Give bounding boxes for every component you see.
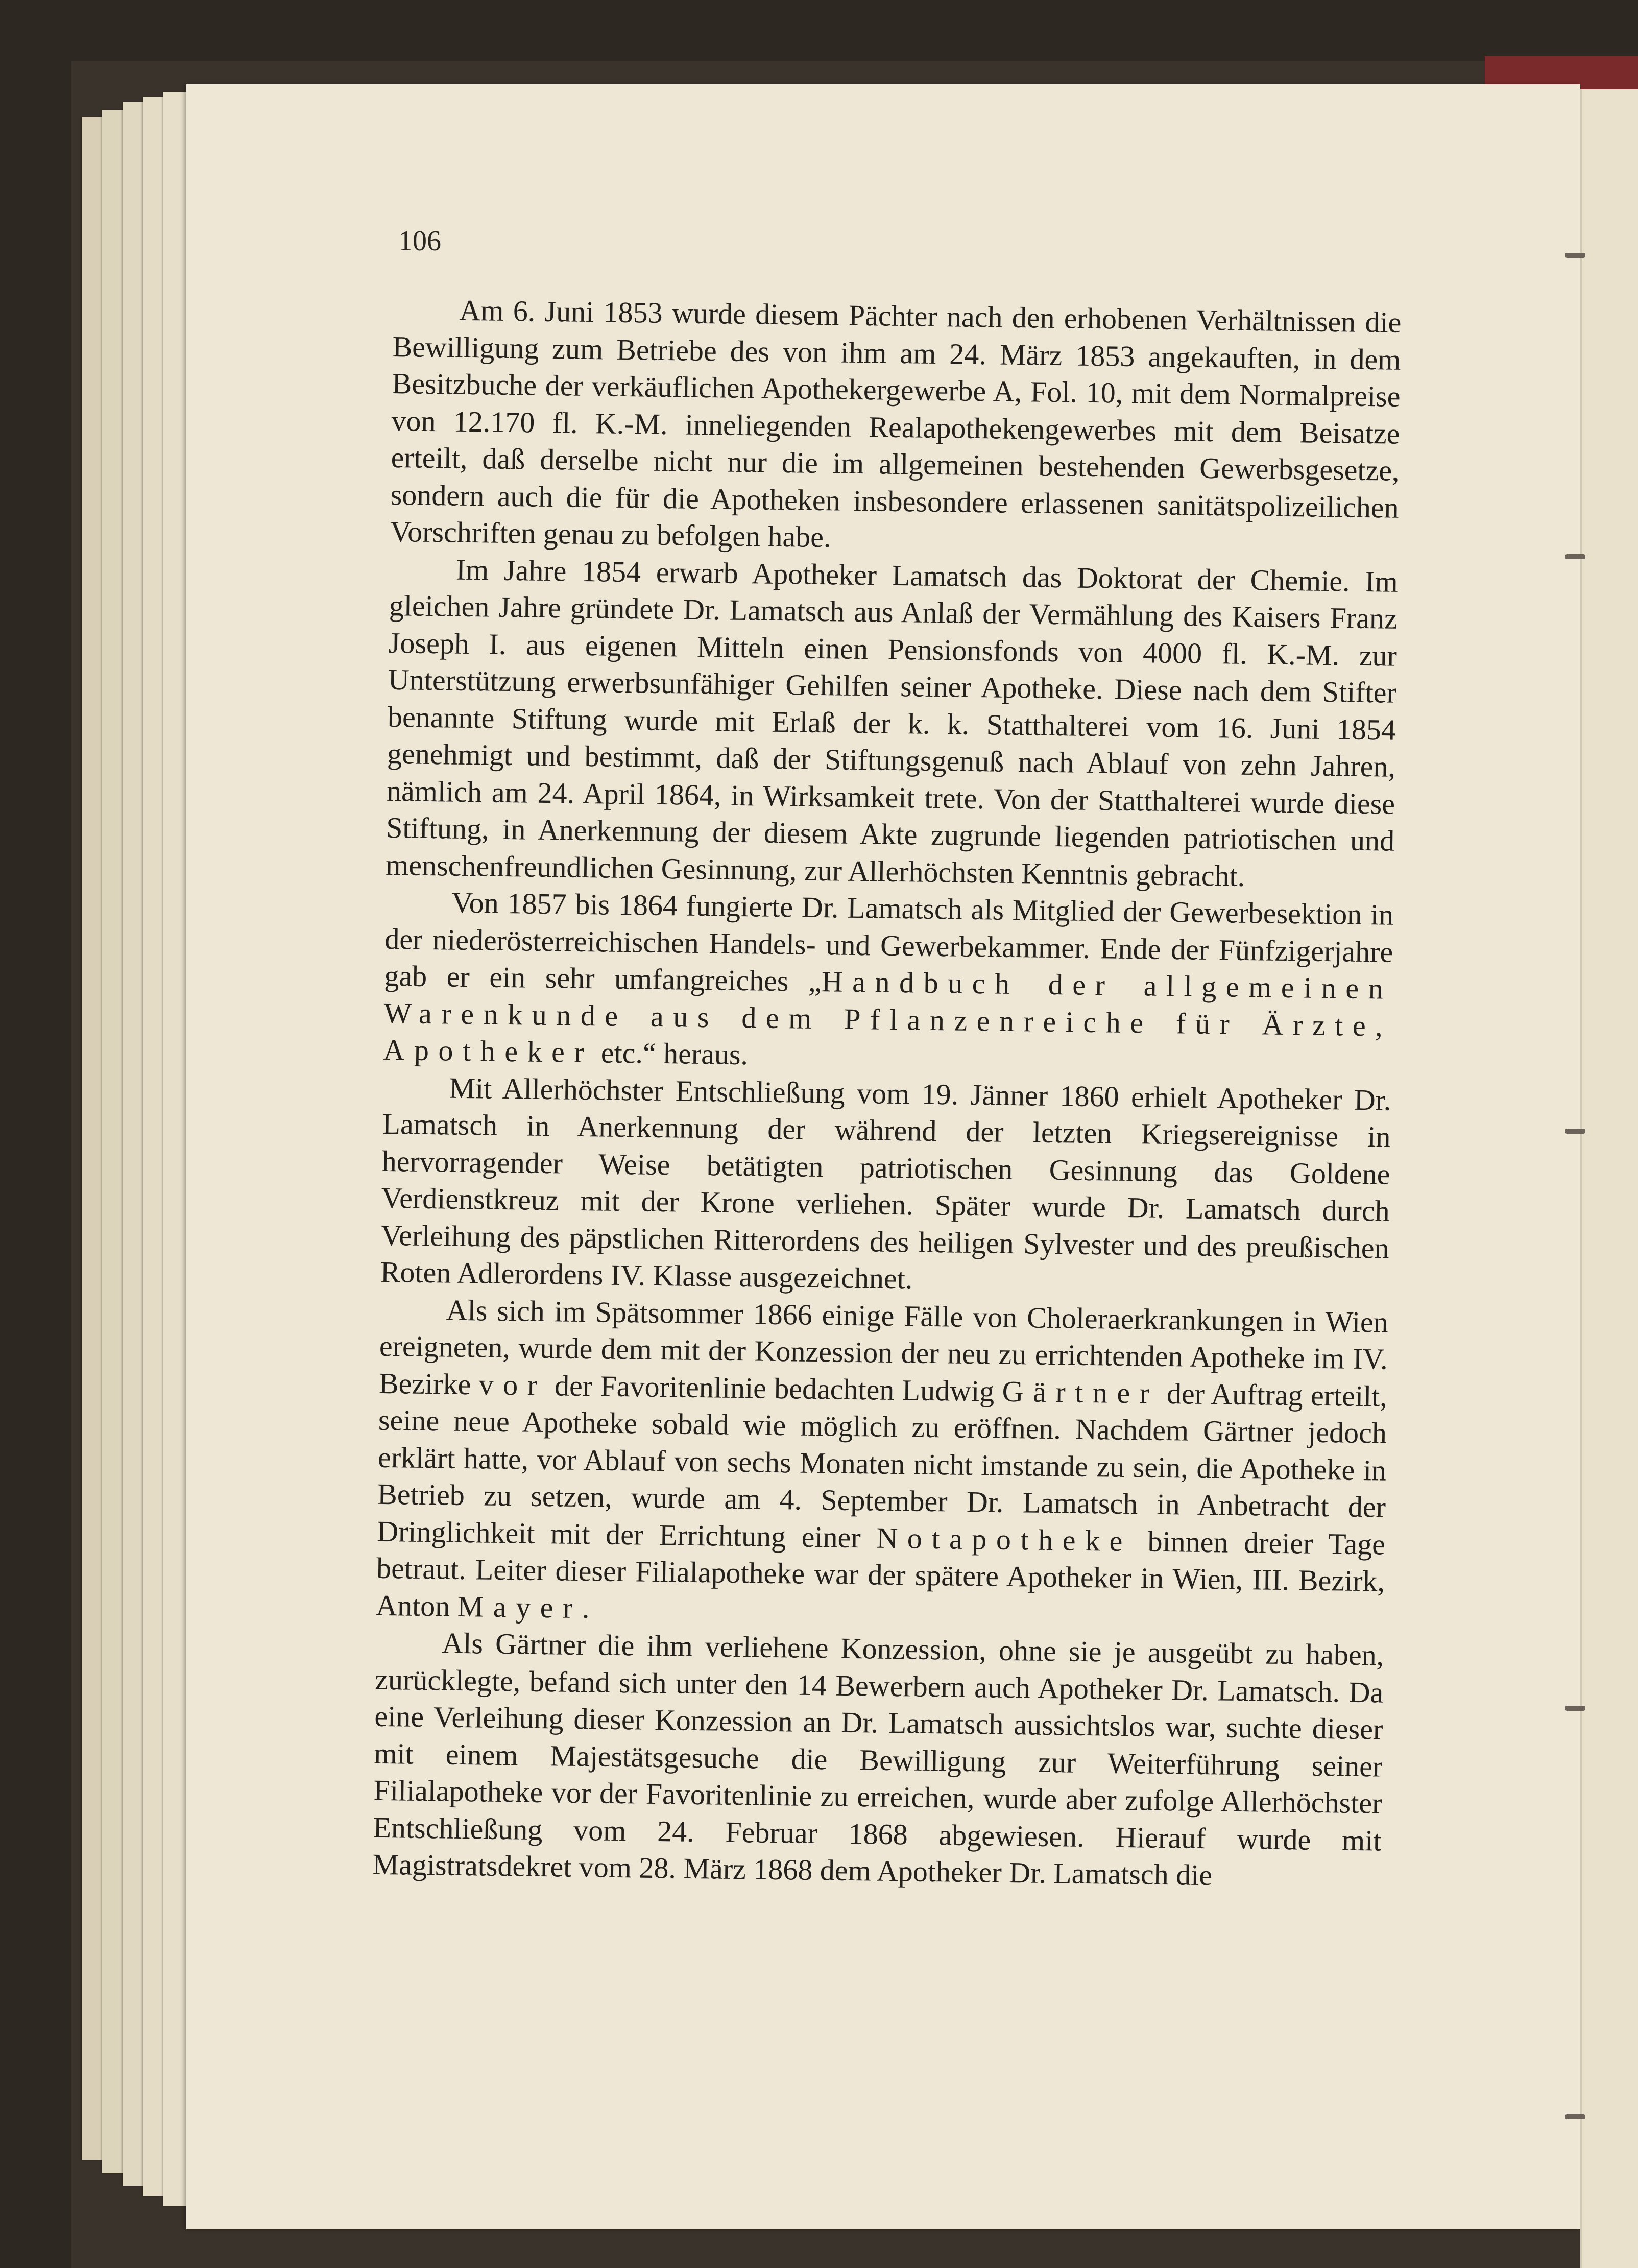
text-run: Von 1857 bis 1864 fungierte Dr. Lamatsch als Mitglied der Gewerbesektion in der niederösterreichischen Handels- und Gewerbekammer. Ende der Fünfzigerjahre gab er ein sehr umfangreiches „: [384, 886, 1394, 998]
paragraph: [383, 884, 1394, 1082]
paragraph: [376, 1291, 1388, 1637]
text-run: Als Gärtner die ihm verliehene Konzession, ohne sie je ausgeübt zu haben, zurücklegte, befand sich unter den 14 Bewerbern auch Apotheker Dr. Lamatsch. Da eine Verleihung dieser Konzession an Dr. Lamatsch aussichtslos war, suchte dieser mit einem Majestätsgesuche die Bewilligung zur Weiterführung seiner Filialapotheke vor der Favoritenlinie zu erreichen, wurde aber zufolge Allerhöchster Entschließung vom 24. Februar 1868 abgewiesen. Hierauf wurde mit Magistratsdekret vom 28. März 1868 dem Apotheker Dr. Lamatsch die: [372, 1626, 1384, 1892]
text-run: der Favoritenlinie bedachten Ludwig: [546, 1368, 1003, 1408]
binding-thread-mark: [1565, 253, 1585, 258]
text-run: der Auftrag erteilt, seine neue Apotheke sobald wie möglich zu eröffnen. Nachdem Gärtner jedoch erklärt hatte, vor Ablauf von sechs Monaten nicht imstande zu sein, die Apotheke in Betrieb zu setzen, wurde am 4. September Dr. Lamatsch in Anbetracht der Dringlichkeit mit der Errichtung einer: [376, 1376, 1388, 1555]
page-number: 106: [398, 225, 441, 257]
text-run: Als sich im Spätsommer 1866 einige Fälle von Choleraerkrankungen in Wien ereigneten, wurde dem mit der Konzession der neu zu errichtenden Apotheke im IV. Bezirke: [378, 1293, 1389, 1401]
binding-thread-mark: [1565, 2114, 1585, 2119]
text-run: Am 6. Juni 1853 wurde diesem Pächter nach den erhobenen Verhältnissen die Bewilligung zum Betriebe des von ihm am 24. März 1853 angekauften, in dem Besitzbuche der verkäuflichen Apothekergewerbe A, Fol. 10, mit dem Normalpreise von 12.170 fl. K.-M. inneliegenden Realapothekengewerbes mit dem Beisatze erteilt, daß derselbe nicht nur die im allgemeinen bestehenden Gewerbsgesetze, sondern auch die für die Apotheken insbesondere erlassenen sanitätspolizeilichen Vorschriften genau zu befolgen habe.: [390, 293, 1402, 554]
binding-thread-mark: [1565, 1129, 1585, 1134]
paragraph: [390, 291, 1401, 563]
paragraph: [386, 550, 1398, 896]
paragraph: [380, 1068, 1391, 1304]
binding-thread-mark: [1565, 554, 1585, 559]
text-run: etc.“ heraus.: [593, 1036, 749, 1071]
binding-thread-mark: [1565, 1706, 1585, 1711]
text-run: .: [582, 1591, 590, 1625]
facing-page-edge: [1580, 89, 1638, 2268]
spaced-emphasis-text: Gärtner: [1002, 1374, 1160, 1410]
body-text: [372, 291, 1402, 1896]
spaced-emphasis-text: Handbuch der allgemeinen Warenkunde aus dem Pflanzenreiche für Ärzte, Apotheker: [383, 965, 1393, 1069]
text-run: binnen dreier Tage betraut. Leiter dieser Filialapotheke war der spätere Apotheker in Wien, III. Bezirk, Anton: [375, 1524, 1386, 1623]
spaced-emphasis-text: Mayer: [457, 1589, 583, 1625]
text-run: Mit Allerhöchster Entschließung vom 19. Jänner 1860 erhielt Apotheker Dr. Lamatsch in Anerkennung der während der letzten Kriegsereignisse in hervorragender Weise betätigten patriotischen Gesinnung das Goldene Verdienstkreuz mit der Krone verliehen. Später wurde Dr. Lamatsch durch Verleihung des päpstlichen Ritterordens des heiligen Sylvester und des preußischen Roten Adlerordens IV. Klasse ausgezeichnet.: [380, 1071, 1391, 1296]
text-run: Im Jahre 1854 erwarb Apotheker Lamatsch das Doktorat der Chemie. Im gleichen Jahre gründete Dr. Lamatsch aus Anlaß der Vermählung des Kaisers Franz Joseph I. aus eigenen Mitteln einen Pensionsfonds von 4000 fl. K.-M. zur Unterstützung erwerbsunfähiger Gehilfen seiner Apotheke. Diese nach dem Stifter benannte Stiftung wurde mit Erlaß der k. k. Statthalterei vom 16. Juni 1854 genehmigt und bestimmt, daß der Stiftungsgenuß nach Ablauf von zehn Jahren, nämlich am 24. April 1864, in Wirksamkeit trete. Von der Statthalterei wurde diese Stiftung, in Anerkennung der diesem Akte zugrunde liegenden patriotischen und menschenfreundlichen Gesinnung, zur Allerhöchsten Kenntnis gebracht.: [385, 553, 1399, 893]
paragraph: [372, 1624, 1384, 1896]
spaced-emphasis-text: Notapotheke: [876, 1521, 1133, 1558]
spaced-emphasis-text: vor: [478, 1367, 547, 1402]
